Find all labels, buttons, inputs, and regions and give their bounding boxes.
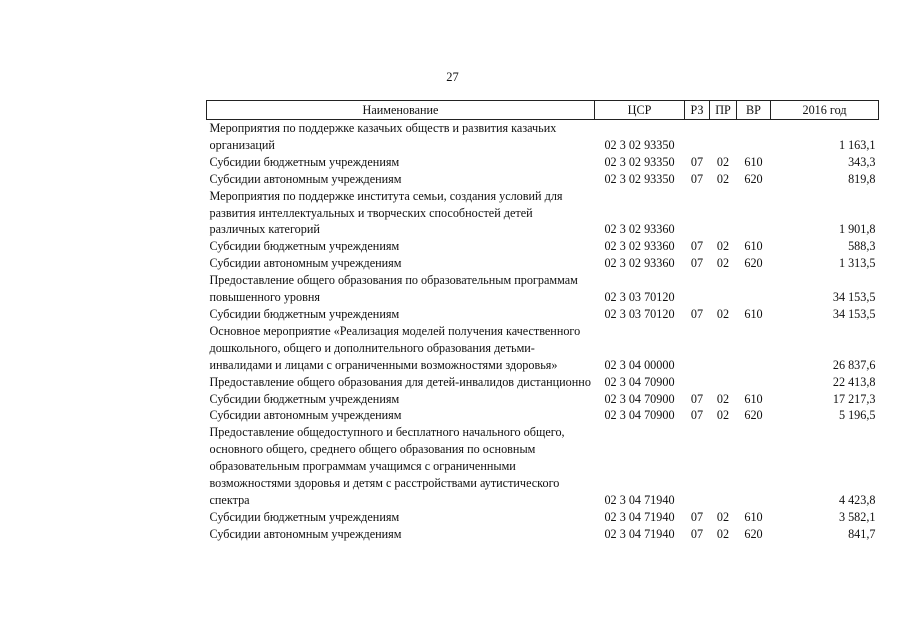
header-rz: РЗ <box>685 101 710 120</box>
row-name: Мероприятия по поддержке казачьих обществ и развития казачьих организаций <box>209 121 557 152</box>
row-pr: 02 <box>716 239 730 254</box>
row-amount: 17 217,3 <box>832 391 876 406</box>
row-pr: 02 <box>716 509 730 524</box>
row-pr: 02 <box>716 526 730 541</box>
row-vr <box>737 272 771 306</box>
table-row <box>207 374 879 391</box>
row-vr: 620 <box>744 256 763 271</box>
row-csr: 02 3 02 93360 <box>604 256 675 271</box>
table-row <box>207 306 879 323</box>
row-amount: 1 901,8 <box>838 222 876 237</box>
row-name: Субсидии бюджетным учреждениям <box>209 509 400 524</box>
header-pr: ПР <box>710 101 737 120</box>
header-year: 2016 год <box>771 101 879 120</box>
table-body <box>207 120 879 543</box>
row-rz <box>685 323 710 374</box>
row-pr <box>710 323 737 374</box>
table-row <box>207 526 879 543</box>
row-pr <box>710 424 737 509</box>
row-csr: 02 3 03 70120 <box>604 306 675 321</box>
row-rz: 07 <box>690 391 704 406</box>
row-vr: 610 <box>744 391 763 406</box>
row-csr: 02 3 02 93350 <box>604 154 675 169</box>
row-rz: 07 <box>690 256 704 271</box>
row-rz <box>685 272 710 306</box>
table-row <box>207 171 879 188</box>
row-rz: 07 <box>690 408 704 423</box>
header-row <box>207 101 879 120</box>
row-rz: 07 <box>690 526 704 541</box>
table-row <box>207 238 879 255</box>
row-vr: 610 <box>744 509 763 524</box>
row-vr: 610 <box>744 239 763 254</box>
row-csr: 02 3 04 00000 <box>604 357 675 372</box>
row-name: Субсидии автономным учреждениям <box>209 408 402 423</box>
row-vr <box>737 424 771 509</box>
row-pr: 02 <box>716 306 730 321</box>
row-pr <box>710 272 737 306</box>
table-row <box>207 323 879 374</box>
row-name: Предоставление общедоступного и бесплатного начального общего, основного общего, среднего общего образования по основным образовательным программам учащимся с ограниченными возможностями здоровья и детям с расстройствами аутистического спектра <box>209 425 565 507</box>
table-row <box>207 120 879 154</box>
row-name: Субсидии автономным учреждениям <box>209 256 402 271</box>
row-amount: 5 196,5 <box>838 408 876 423</box>
row-rz <box>685 120 710 154</box>
row-amount: 34 153,5 <box>832 290 876 305</box>
row-pr: 02 <box>716 391 730 406</box>
row-amount: 588,3 <box>848 239 876 254</box>
row-name: Мероприятия по поддержке института семьи, создания условий для развития интеллектуальных и творческих способностей детей различных категорий <box>209 188 563 237</box>
row-rz: 07 <box>690 171 704 186</box>
row-vr: 620 <box>744 171 763 186</box>
row-amount: 819,8 <box>848 171 876 186</box>
row-name: Субсидии бюджетным учреждениям <box>209 306 400 321</box>
row-csr: 02 3 03 70120 <box>604 290 675 305</box>
row-rz <box>685 424 710 509</box>
row-amount: 841,7 <box>848 526 876 541</box>
row-name: Субсидии бюджетным учреждениям <box>209 391 400 406</box>
row-vr <box>737 374 771 391</box>
row-rz: 07 <box>690 509 704 524</box>
row-name: Предоставление общего образования по образовательным программам повышенного уровня <box>209 273 578 305</box>
row-amount: 3 582,1 <box>838 509 876 524</box>
header-name: Наименование <box>207 101 595 120</box>
row-rz: 07 <box>690 306 704 321</box>
row-pr <box>710 120 737 154</box>
table-row <box>207 255 879 272</box>
table-row <box>207 407 879 424</box>
row-amount: 34 153,5 <box>832 306 876 321</box>
header-vr: ВР <box>737 101 771 120</box>
row-pr: 02 <box>716 408 730 423</box>
table-row <box>207 188 879 239</box>
row-name: Субсидии бюджетным учреждениям <box>209 154 400 169</box>
row-rz: 07 <box>690 154 704 169</box>
row-csr: 02 3 02 93360 <box>604 222 675 237</box>
table-row <box>207 272 879 306</box>
table-row <box>207 509 879 526</box>
row-name: Предоставление общего образования для детей-инвалидов дистанционно <box>209 374 591 389</box>
row-vr <box>737 323 771 374</box>
row-rz <box>685 374 710 391</box>
row-csr: 02 3 04 71940 <box>604 492 675 507</box>
row-vr <box>737 120 771 154</box>
row-amount: 343,3 <box>848 154 876 169</box>
row-csr: 02 3 04 70900 <box>604 391 675 406</box>
row-vr: 610 <box>744 154 763 169</box>
row-vr: 620 <box>744 526 763 541</box>
table-row <box>207 391 879 408</box>
row-vr <box>737 188 771 239</box>
row-pr: 02 <box>716 154 730 169</box>
row-amount: 4 423,8 <box>838 492 876 507</box>
table-row <box>207 424 879 509</box>
row-pr: 02 <box>716 256 730 271</box>
row-pr <box>710 374 737 391</box>
row-vr: 610 <box>744 306 763 321</box>
row-vr: 620 <box>744 408 763 423</box>
row-csr: 02 3 04 70900 <box>604 408 675 423</box>
row-name: Основное мероприятие «Реализация моделей получения качественного дошкольного, общего и дополнительного образования детьми-инвалидами и лицами с ограниченными возможностями здоровья» <box>209 323 581 372</box>
table-row <box>207 154 879 171</box>
row-rz: 07 <box>690 239 704 254</box>
row-amount: 22 413,8 <box>832 374 876 389</box>
page-number: 27 <box>446 70 459 84</box>
row-rz <box>685 188 710 239</box>
row-csr: 02 3 04 71940 <box>604 509 675 524</box>
row-amount: 1 163,1 <box>838 137 876 152</box>
row-csr: 02 3 02 93350 <box>604 137 675 152</box>
row-csr: 02 3 04 71940 <box>604 526 675 541</box>
row-pr: 02 <box>716 171 730 186</box>
row-csr: 02 3 04 70900 <box>604 374 675 389</box>
row-name: Субсидии автономным учреждениям <box>209 171 402 186</box>
row-name: Субсидии автономным учреждениям <box>209 526 402 541</box>
row-csr: 02 3 02 93360 <box>604 239 675 254</box>
header-csr: ЦСР <box>595 101 685 120</box>
row-csr: 02 3 02 93350 <box>604 171 675 186</box>
row-amount: 1 313,5 <box>838 256 876 271</box>
row-pr <box>710 188 737 239</box>
row-amount: 26 837,6 <box>832 357 876 372</box>
budget-table <box>206 100 879 543</box>
table-header <box>207 101 879 120</box>
row-name: Субсидии бюджетным учреждениям <box>209 239 400 254</box>
